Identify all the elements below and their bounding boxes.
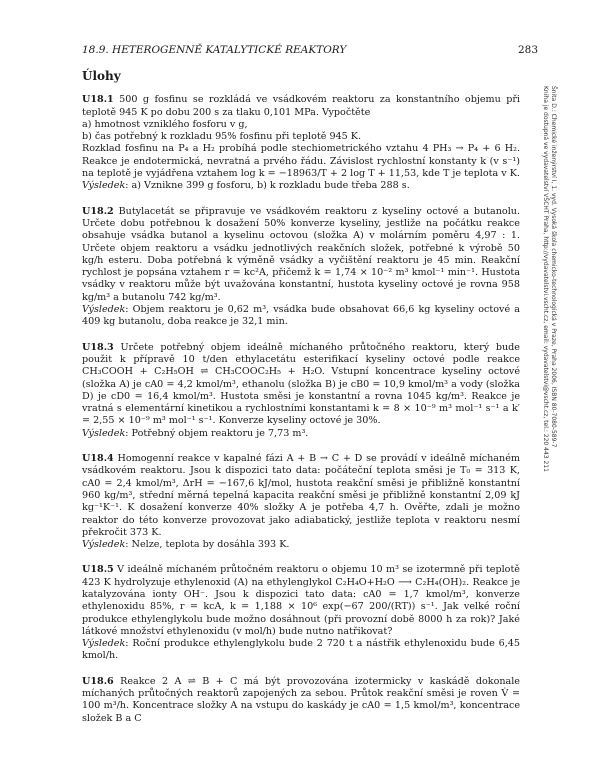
- task-line: Rozklad fosfinu na P₄ a H₂ probíhá podle stechiometrického vztahu 4 PH₃ → P₄ + 6 H₂. Reakce je endotermická, nevratná a prvého řádu. Závislost rychlostní konstanty k (v s⁻¹) na teplotě je vyjádřena vztahem log k = −18963/T + 2 log T + 11,53, kde T je teplota v K.: [82, 143, 520, 180]
- task-number: U18.4: [82, 453, 114, 465]
- task-number: U18.2: [82, 205, 114, 217]
- side-note: [531, 86, 557, 496]
- task-text: [82, 453, 520, 539]
- result-label: Výsledek: [82, 539, 126, 551]
- task-u18-1: [82, 94, 520, 192]
- result-text: : Nelze, teplota by dosáhla 393 K.: [125, 539, 290, 551]
- task-number: U18.3: [82, 341, 114, 353]
- task-text: [82, 94, 520, 119]
- task-line: b) čas potřebný k rozkladu 95% fosfinu při teplotě 945 K.: [82, 131, 362, 143]
- task-line: V ideálně míchaném průtočném reaktoru o objemu 10 m³ se izotermně při teplotě 423 K hydrolyzuje ethylenoxid (A) na ethylenglykol C₂H₄O+H₂O ⟶ C₂H₄(OH)₂. Reakce je katalyzována ionty OH⁻. Jsou k dispozici tato data: cA0 = 1,7 kmol/m³, konverze ethylenoxidu 85%, r = kcA, k = 1,188 × 10⁶ exp(−67 200/(RT)) s⁻¹. Jak velké roční produkce ethylenglykolu bude možno dosáhnout (při provozní době 8000 h za rok)? Jaké látkové množství ethylenoxidu (v mol/h) bude nutno natřikovat?: [82, 564, 520, 637]
- task-text: [82, 564, 520, 638]
- section-heading: Úlohy: [82, 69, 121, 83]
- result-text: : Objem reaktoru je 0,62 m³, vsádka bude obsahovat 66,6 kg kyseliny octové a 409 kg butanolu, doba reakce je 32,1 min.: [82, 304, 520, 328]
- task-result: [82, 304, 520, 329]
- result-text: : Roční produkce ethylenglykolu bude 2 720 t a nástřik ethylenoxidu bude 6,45 kmol/h.: [82, 638, 520, 662]
- task-number: U18.6: [82, 675, 114, 687]
- task-line: 500 g fosfinu se rozkládá ve vsádkovém reaktoru za konstantního objemu při teplotě 945 K po dobu 200 s za tlaku 0,101 MPa. Vypočtěte: [82, 94, 520, 118]
- section-title: 18.9. HETEROGENNĚ KATALYTICKÉ REAKTORY: [82, 44, 347, 56]
- task-result: [82, 539, 520, 551]
- result-label: Výsledek: [82, 638, 126, 650]
- task-text: [82, 206, 520, 304]
- task-result: [82, 180, 520, 192]
- task-u18-4: [82, 453, 520, 551]
- page-number: 283: [517, 44, 538, 56]
- task-line: a) hmotnost vzniklého fosforu v g,: [82, 118, 248, 130]
- task-text: [82, 342, 520, 428]
- task-line: Určete potřebný objem ideálně míchaného průtočného reaktoru, který bude použit k přípravě 10 t/den ethylacetátu esterifikací kyseliny octové podle reakce CH₃COOH + C₂H₅OH ⇌ CH₃COOC₂H₅ + H₂O. Vstupní koncentrace kyseliny octové (složka A) je cA0 = 4,2 kmol/m³, ethanolu (složka B) je cB0 = 10,9 kmol/m³ a vody (složka D) je cD0 = 16,4 kmol/m³. Hustota směsi je konstantní a rovna 1045 kg/m³. Reakce je vratná s elementární kinetikou a rychlostními konstantami k = 8 × 10⁻⁹ m³ mol⁻¹ s⁻¹ a k′ = 2,55 × 10⁻⁹ m³ mol⁻¹ s⁻¹. Konverze kyseliny octové je 30%.: [82, 341, 520, 427]
- task-result: [82, 428, 520, 440]
- side-note-line: Kniha je dostupná ve vydavatelství VŠCHT Praha, http://vydavatelstvi.vscht.cz, email: vydavatelstvi@vscht.cz, tel.: 220 443 211: [542, 86, 549, 472]
- task-number: U18.5: [82, 564, 114, 576]
- running-header: [82, 44, 538, 56]
- task-u18-5: [82, 564, 520, 662]
- result-text: : a) Vznikne 399 g fosforu, b) k rozkladu bude třeba 288 s.: [125, 180, 410, 192]
- task-u18-3: [82, 342, 520, 440]
- task-u18-2: [82, 206, 520, 329]
- result-text: : Potřebný objem reaktoru je 7,73 m³.: [125, 427, 309, 439]
- task-result: [82, 638, 520, 663]
- result-label: Výsledek: [82, 180, 126, 192]
- task-line: Reakce 2 A ⇌ B + C má být provozována izotermicky v kaskádě dokonale míchaných průtočných reaktorů zapojených za sebou. Průtok reakční směsi je roven V̇ = 100 m³/h. Koncentrace složky A na vstupu do kaskády je cA0 = 1,5 kmol/m³, koncentrace složek B a C: [82, 675, 520, 724]
- task-line: Homogenní reakce v kapalné fázi A + B → C + D se provádí v ideálně míchaném vsádkovém reaktoru. Jsou k dispozici tato data: počáteční teplota směsi je T₀ = 313 K, cA0 = 2,4 kmol/m³, ΔrH = −167,6 kJ/mol, hustota reakční směsi je přibližně konstantní 960 kg/m³, střední měrná tepelná kapacita reakční směsi je přibližně konstantní 2,09 kJ kg⁻¹K⁻¹. K dosažení konverze 40% složky A je potřeba 4,7 h. Ověřte, zdali je možno reaktor do této konverze provozovat jako adiabatický, jestliže teplota v reaktoru nesmí překročit 373 K.: [82, 453, 520, 538]
- task-u18-6: [82, 676, 520, 725]
- side-note-line: Šnita D.: Chemické inženýrství I, 1. vyd. Vysoká škola chemicko-technologická v Praze, Praha 2006, ISBN 80-7080-589-7: [550, 86, 557, 448]
- page-content: [82, 70, 520, 738]
- task-text: [82, 676, 520, 725]
- task-number: U18.1: [82, 94, 114, 106]
- task-line: Butylacetát se připravuje ve vsádkovém reaktoru z kyseliny octové a butanolu. Určete dobu potřebnou k dosažení 50% konverze kyseliny, jestliže na počátku reakce obsahuje vsádka butanol a kyselinu octovou (složka A) v molárním poměru 4,97 : 1. Určete objem reaktoru a vsádku jednotlivých reakčních složek, potřebné k výrobě 50 kg/h esteru. Doba potřebná k výměně vsádky a vyčištění reaktoru je 45 min. Reakční rychlost je popsána vztahem r = kc²A, přičemž k = 1,74 × 10⁻² m³ kmol⁻¹ min⁻¹. Hustota vsádky v reaktoru může být uvažována konstantní, hustota kyseliny octové je rovna 958 kg/m³ a butanolu 742 kg/m³.: [82, 205, 520, 303]
- result-label: Výsledek: [82, 304, 126, 316]
- result-label: Výsledek: [82, 427, 126, 439]
